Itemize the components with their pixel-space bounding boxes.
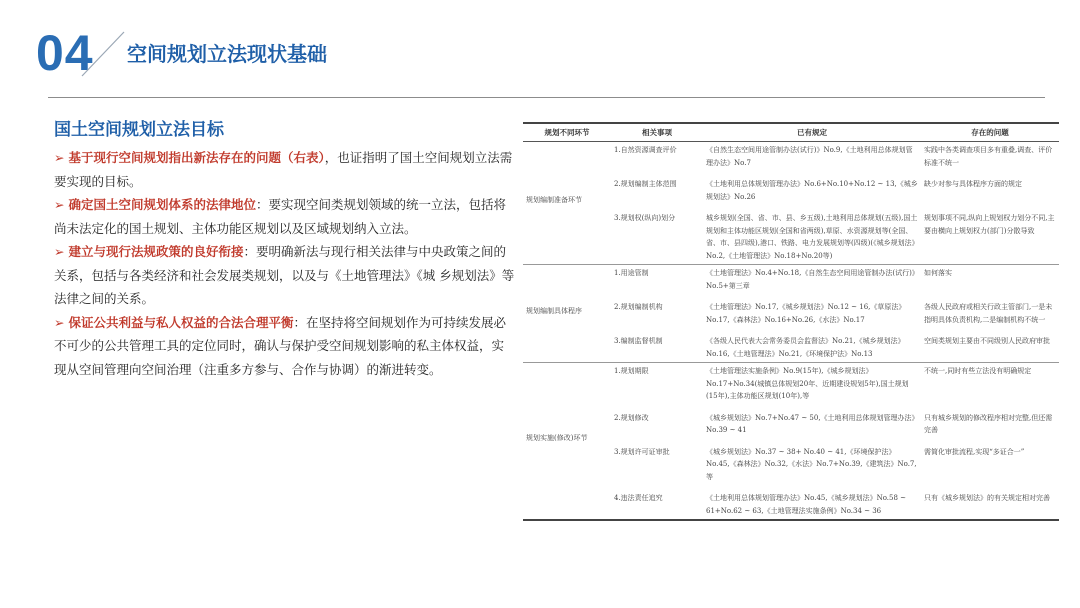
issue-cell: 规划事项不同,纵向上规划权力划分不同,主要由横向上规划权力(部门)分散导致 — [921, 210, 1059, 265]
item-cell: 1.规划期限 — [614, 367, 649, 375]
item-cell: 3.规划许可证审批 — [614, 447, 670, 456]
issue-cell: 各级人民政府或相关行政主管部门,一是未指明具体负责机构,二是编制机构不统一 — [924, 303, 1053, 324]
issue-cell: 只有《城乡规划法》的有关规定相对完善 — [921, 490, 1059, 520]
issue-cell: 不统一,同时有些立法没有明确规定 — [924, 367, 1032, 375]
rules-cell: 《土地利用总体规划管理办法》No.6+No.10+No.12 ~ 13,《城乡规划法》No.26 — [706, 180, 918, 201]
item-cell: 2.规划编制机构 — [614, 303, 663, 311]
arrow-icon: ➢ — [54, 150, 65, 165]
table-header-row — [523, 123, 1059, 142]
header-divider — [48, 97, 1045, 98]
rules-cell: 《城乡规划法》No.7+No.47 ~ 50,《土地利用总体规划管理办法》No.39 ~ 41 — [706, 413, 916, 434]
rules-cell: 《土地管理法实施条例》No.9(15年),《城乡规划法》No.17+No.34(城镇总体规划20年、近期建设规划5年),国土规划(15年),主体功能区规划(10年),等 — [706, 367, 909, 400]
bullet-emphasis: 基于现行空间规划指出新法存在的问题（右表） — [68, 150, 325, 165]
bullet-item — [54, 311, 516, 382]
issue-cell: 如何落实 — [924, 269, 952, 277]
bullet-text: ：要明确新法与现行相关法律与中央政策之间的关系，包括与各类经济和社会发展类规划，以及与《土地管理法》《城 乡规划法》等法律之间的关系。 — [54, 244, 515, 306]
rules-cell: 城乡规划(全国、省、市、县、乡五级),土地利用总体规划(五级),国土规划和主体功能区规划(全国和省两级),草原、水资源规划等(全国、省、市、县四级),港口、铁路、电力发展规划等(四级)(《城乡规划法》No.2,《土地管理法》No.18+No.20等) — [703, 210, 921, 265]
bullet-emphasis: 建立与现行法规政策的良好衔接 — [68, 244, 244, 259]
header-stage: 规划不同环节 — [523, 123, 611, 142]
rules-cell: 《土地管理法》No.17,《城乡规划法》No.12 ~ 16,《草原法》No.17,《森林法》No.16+No.26,《水法》No.17 — [706, 303, 906, 324]
bullet-item — [54, 240, 516, 311]
arrow-icon: ➢ — [54, 314, 65, 330]
content-panel — [54, 118, 516, 381]
page-title: 空间规划立法现状基础 — [127, 42, 327, 66]
table-row — [523, 363, 1059, 410]
section-title: 国土空间规划立法目标 — [54, 120, 224, 140]
bullet-emphasis: 保证公共利益与私人权益的合法合理平衡 — [68, 314, 294, 330]
stage-cell: 规划编制准备环节 — [523, 142, 611, 265]
bullet-emphasis: 确定国土空间规划体系的法律地位 — [68, 197, 256, 212]
header-item: 相关事项 — [611, 123, 703, 142]
item-cell: 1.自然资源调查评价 — [614, 146, 677, 154]
bullet-text: ：要实现空间类规划领域的统一立法，包括将尚未法定化的国土规划、主体功能区规划以及区域规划纳入立法。 — [54, 197, 506, 236]
issue-cell: 实践中各类调查项目多有重叠,调查、评价标准不统一 — [924, 146, 1053, 167]
item-cell: 3.编制监督机制 — [611, 333, 703, 363]
issue-cell: 空间类规划主要由不同级别人民政府审批 — [921, 333, 1059, 363]
issue-cell: 只有城乡规划的修改程序相对完整,但还需完善 — [924, 413, 1053, 434]
slash-decoration — [80, 30, 126, 78]
item-cell: 2.规划修改 — [614, 413, 649, 422]
rules-cell: 《城乡规划法》No.37 ~ 38+ No.40 ~ 41,《环境保护法》No.45,《森林法》No.32,《水法》No.7+No.39,《建筑法》No.7,等 — [706, 447, 917, 481]
comparison-table — [523, 122, 1059, 521]
item-cell: 1.用途管制 — [614, 269, 649, 277]
rules-cell: 《各级人民代表大会常务委员会监督法》No.21,《城乡规划法》No.16,《土地管理法》No.21,《环境保护法》No.13 — [703, 333, 921, 363]
header-issue: 存在的问题 — [921, 123, 1059, 142]
bullet-item — [54, 193, 516, 240]
section-number: 04 — [36, 25, 94, 81]
arrow-icon: ➢ — [54, 244, 65, 259]
bullet-list — [54, 146, 516, 381]
table-row — [523, 142, 1059, 177]
issue-cell: 需简化审批流程,实现“多证合一” — [924, 447, 1025, 456]
item-cell: 3.规划权(纵向)划分 — [611, 210, 703, 265]
bullet-text: ，也证指明了国土空间规划立法需要实现的目标。 — [54, 150, 513, 189]
issue-cell: 缺少对参与具体程序方面的规定 — [924, 180, 1022, 188]
arrow-icon: ➢ — [54, 197, 65, 212]
stage-cell: 规划实施(修改)环节 — [523, 363, 611, 521]
item-cell: 4.违法责任追究 — [611, 490, 703, 520]
rules-cell: 《土地管理法》No.4+No.18,《自然生态空间用途管制办法(试行)》No.5+第三章 — [706, 269, 916, 290]
bullet-text: ：在坚持将空间规划作为可持续发展必不可少的公共管理工具的定位同时，确认与保护受空间规划影响的私主体权益，实现从空间管理向空间治理（注重多方参与、合作与协调）的渐进转变。 — [54, 314, 506, 377]
item-cell: 2.规划编制主体范围 — [614, 180, 677, 188]
rules-cell: 《自然生态空间用途管制办法(试行)》No.9,《土地利用总体规划管理办法》No.7 — [706, 146, 913, 167]
bullet-item — [54, 146, 516, 193]
header-rules: 已有规定 — [703, 123, 921, 142]
table-row — [523, 265, 1059, 300]
rules-cell: 《土地利用总体规划管理办法》No.45,《城乡规划法》No.58 ~ 61+No.62 ~ 63,《土地管理法实施条例》No.34 ~ 36 — [703, 490, 921, 520]
stage-cell: 规划编制具体程序 — [523, 265, 611, 363]
